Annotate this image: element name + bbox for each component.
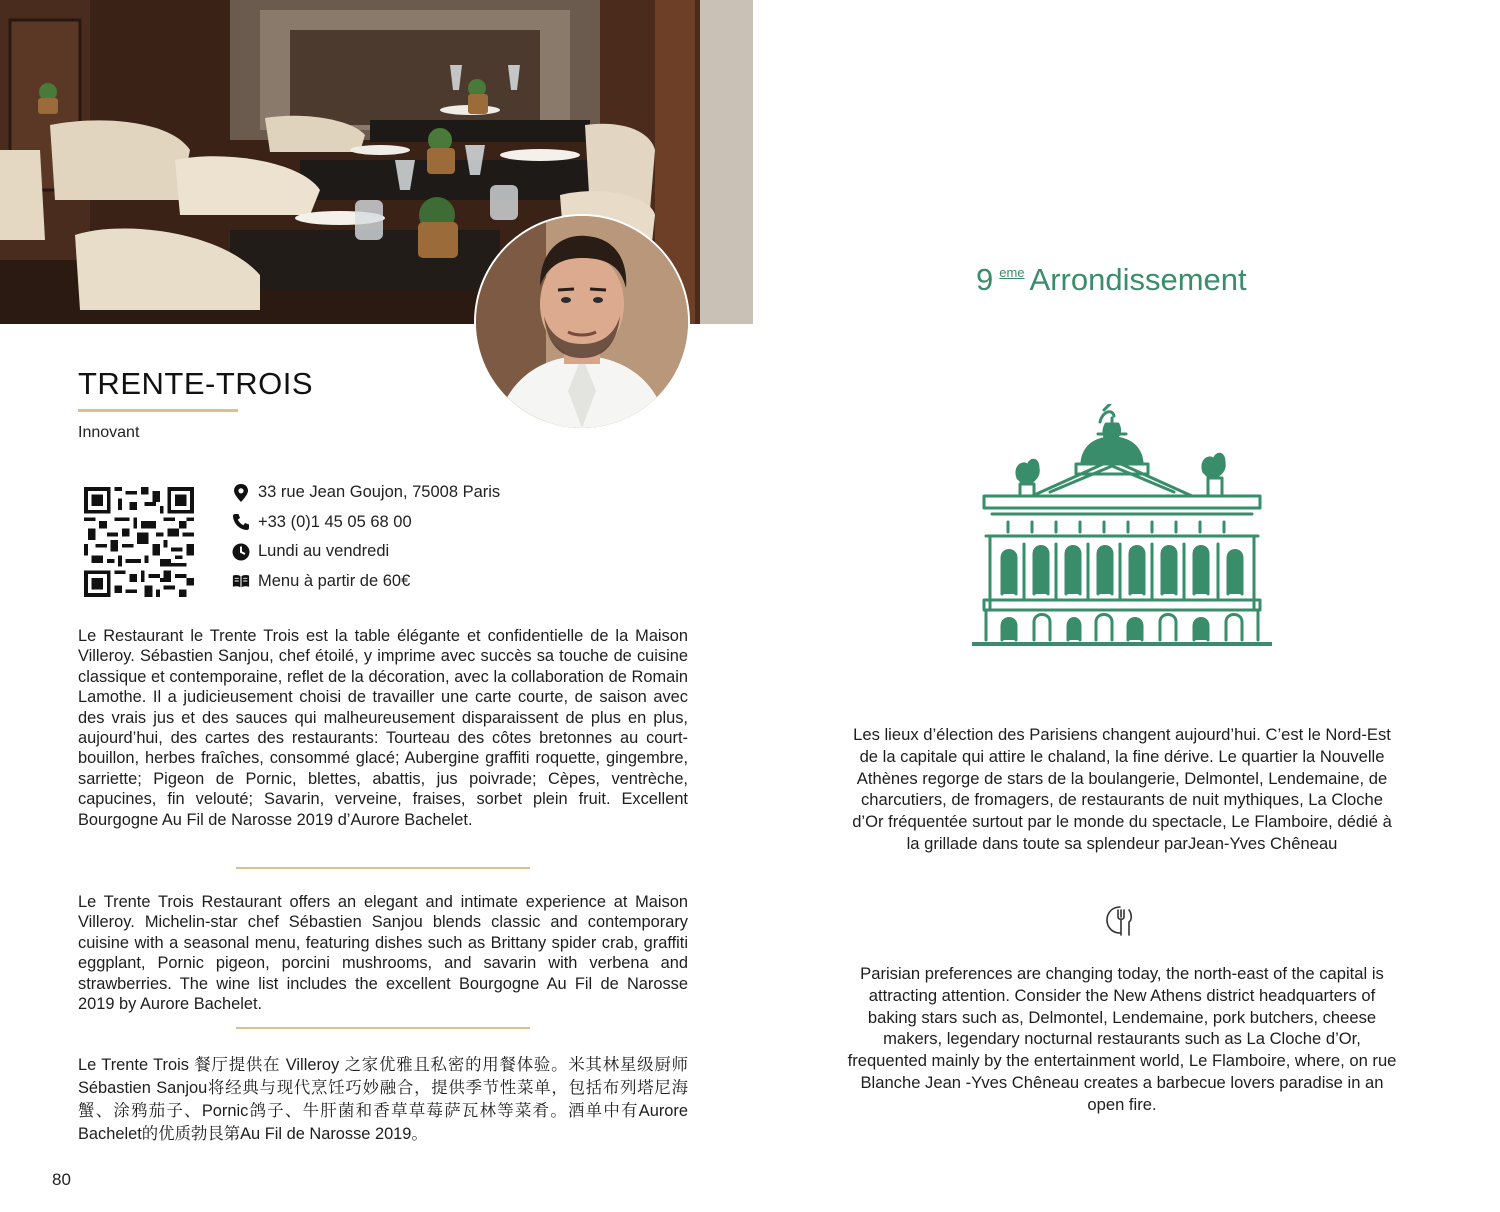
arrondissement-intro-english: Parisian preferences are changing today, the north-east of the capital is attracting attention. Consider the New Athens district headquarters of baking stars such as, Delmontel, Lendemaine, pork butchers, cheese makers, legendary nocturnal restaurants such as La Cloche d’Or, frequented mainly by the entertainment world, Le Flamboire, where, on rue Blanche Jean -Yves Chêneau creates a barbecue lovers paradise in an open fire. (847, 964, 1397, 1114)
opera-garnier-illustration (972, 404, 1272, 654)
restaurant-info-list (232, 478, 500, 596)
restaurant-category: Innovant (78, 424, 140, 441)
arrondissement-suffix: eme (999, 265, 1025, 280)
right-page (754, 0, 1500, 1212)
qr-code (84, 487, 194, 597)
arrondissement-label: Arrondissement (1029, 262, 1247, 297)
page-number: 80 (52, 1170, 71, 1189)
fork-knife-icon (1104, 904, 1136, 938)
menu-price-text: Menu à partir de 60€ (258, 571, 411, 590)
phone-row (232, 508, 500, 538)
phone-icon (232, 513, 250, 531)
phone-text: +33 (0)1 45 05 68 00 (258, 512, 412, 531)
section-divider (236, 1027, 530, 1029)
description-chinese: Le Trente Trois 餐厅提供在 Villeroy 之家优雅且私密的用餐体验。米其林星级厨师Sébastien Sanjou将经典与现代烹饪巧妙融合，提供季节性菜单，包括布列塔尼海蟹、涂鸦茄子、Pornic鸽子、牛肝菌和香草草莓萨瓦林等菜肴。酒单中有Aurore Bachelet的优质勃艮第Au Fil de Narosse 2019。 (78, 1056, 688, 1143)
menu-price-row (232, 567, 500, 597)
hours-row (232, 537, 500, 567)
arrondissement-intro-french: Les lieux d’élection des Parisiens changent aujourd’hui. C’est le Nord-Est de la capitale qui attire le chaland, la fine dérive. Le quartier la Nouvelle Athènes regorge de stars de la boulangerie, Delmontel, Lendemaine, de charcutiers, de fromagers, de restaurants de nuit mythiques, La Cloche d’Or fréquentée surtout par le monde du spectacle, Le Flamboire, dédié à la grillade dans toute sa splendeur parJean-Yves Chêneau (852, 725, 1392, 853)
menu-book-icon (232, 572, 250, 590)
description-french: Le Restaurant le Trente Trois est la table élégante et confidentielle de la Maison Villeroy. Sébastien Sanjou, chef étoilé, y imprime avec succès sa touche de cuisine classique et contemporaine, reflet de la décoration, avec la collaboration de Romain Lamothe. Il a judicieusement choisi de travailler une carte courte, de saison avec des vrais jus et des sauces qui malheureusement disparaissent de plus en plus, aujourd’hui, des cartes des restaurants: Tourteau des côtes bretonnes au court-bouillon, herbes fraîches, consommé glacé; Aubergine graffiti roquette, gingembre, sarriette; Pigeon de Pornic, blettes, abattis, jus poivrade; Cèpes, ventrèche, capucines, fin velouté; Savarin, verveine, fraises, sorbet plein fruit. Excellent Bourgogne Au Fil de Narosse 2019 d’Aurore Bachelet. (78, 627, 688, 829)
hours-text: Lundi au vendredi (258, 542, 390, 561)
address-text: 33 rue Jean Goujon, 75008 Paris (258, 483, 501, 502)
location-pin-icon (232, 484, 250, 502)
description-english: Le Trente Trois Restaurant offers an elegant and intimate experience at Maison Villeroy. Michelin-star chef Sébastien Sanjou blends classic and contemporary cuisine with a seasonal menu, featuring dishes such as Brittany spider crab, graffiti eggplant, Pornic pigeon, porcini mushrooms, and savarin with verbena and strawberries. The wine list includes the excellent Bourgogne Au Fil de Narosse 2019 by Aurore Bachelet. (78, 893, 688, 1014)
title-underline (78, 409, 238, 412)
arrondissement-number: 9 (976, 262, 994, 297)
clock-icon (232, 543, 250, 561)
chef-portrait (476, 216, 688, 428)
arrondissement-heading (976, 262, 1247, 298)
address-row (232, 478, 500, 508)
section-divider (236, 867, 530, 869)
restaurant-name: TRENTE-TROIS (78, 366, 314, 401)
